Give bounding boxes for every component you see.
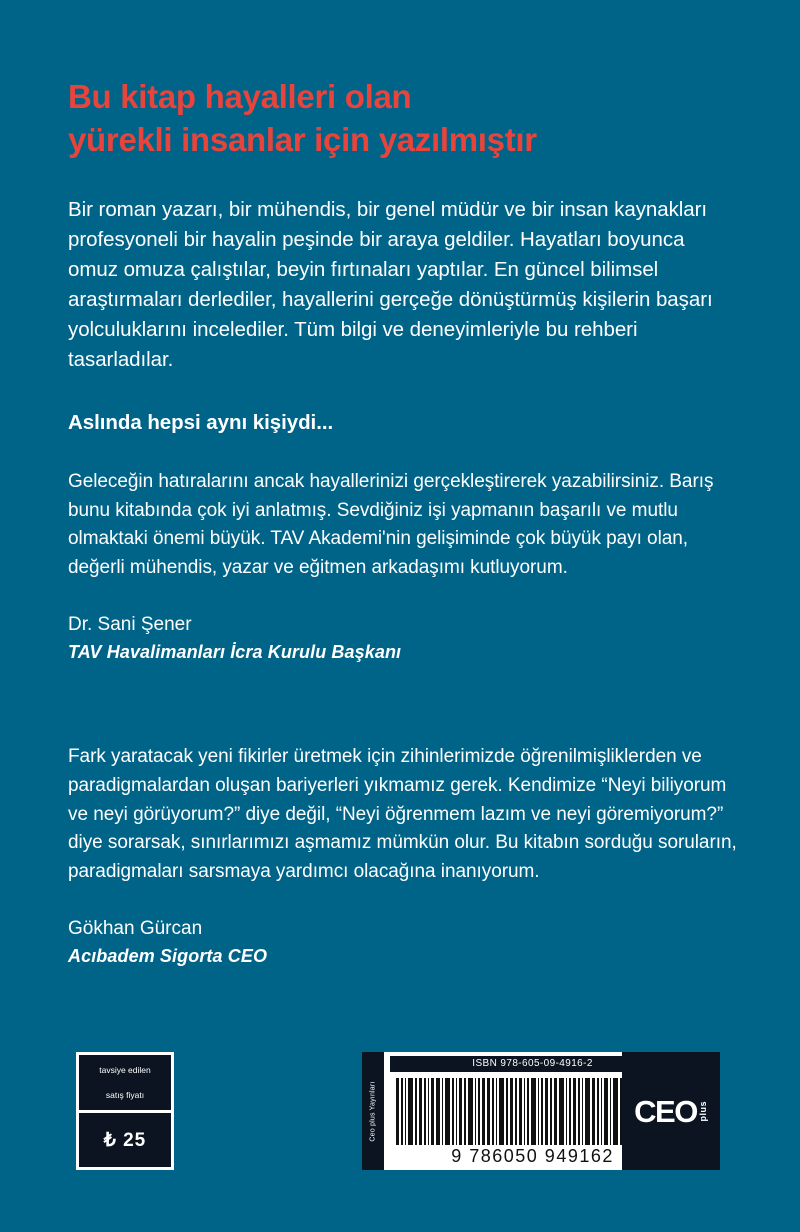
barcode-bar	[506, 1078, 508, 1145]
testimonial-1-role: TAV Havalimanları İcra Kurulu Başkanı	[68, 641, 402, 662]
barcode-bar	[524, 1078, 526, 1145]
barcode-bar	[475, 1078, 477, 1145]
page-title	[68, 76, 738, 162]
barcode-bar	[442, 1078, 444, 1145]
barcode-bar	[401, 1078, 403, 1145]
headline-line-2: yürekli insanlar için yazılmıştır	[68, 120, 537, 158]
barcode-side-label-text: Ceo plus Yayınları	[369, 1080, 377, 1142]
barcode-bar	[573, 1078, 576, 1145]
barcode-bar	[431, 1078, 434, 1145]
spacer	[68, 438, 738, 468]
spacer	[68, 887, 738, 915]
barcode-bar	[519, 1078, 522, 1145]
cover-content	[68, 76, 738, 969]
spacer	[68, 665, 738, 743]
barcode-bar	[456, 1078, 458, 1145]
barcode-bar	[592, 1078, 595, 1145]
price-caption-line-1: tavsiye edilen	[99, 1065, 151, 1076]
barcode-bar	[559, 1078, 564, 1145]
spacer	[68, 583, 738, 611]
barcode-bar	[597, 1078, 599, 1145]
barcode-bar	[545, 1078, 548, 1145]
barcode-bar	[468, 1078, 473, 1145]
barcode-bar	[604, 1078, 607, 1145]
ean-digits: 9 786050 949162	[451, 1146, 614, 1166]
testimonial-2-role: Acıbadem Sigorta CEO	[68, 945, 268, 966]
publisher-logo	[622, 1052, 720, 1170]
barcode-bar	[459, 1078, 462, 1145]
price-box	[76, 1052, 174, 1170]
testimonial-2-attribution	[68, 915, 738, 969]
barcode-bar	[569, 1078, 571, 1145]
barcode-bar	[428, 1078, 430, 1145]
barcode-bar	[436, 1078, 439, 1145]
barcode-bar	[538, 1078, 540, 1145]
barcode-bar	[531, 1078, 536, 1145]
barcode-bar	[601, 1078, 603, 1145]
barcode-bar	[527, 1078, 529, 1145]
barcode-bar	[405, 1078, 407, 1145]
barcode-bar	[464, 1078, 466, 1145]
testimonial-1-name: Dr. Sani Şener	[68, 614, 192, 636]
price-caption	[79, 1055, 171, 1113]
barcode-bar	[424, 1078, 426, 1145]
barcode-bar	[554, 1078, 557, 1145]
barcode-bar	[396, 1078, 399, 1145]
barcode-bar	[541, 1078, 543, 1145]
testimonial-2-quote: Fark yaratacak yeni fikirler üretmek için zihinlerimizde öğrenilmişliklerden ve paradigmalardan oluşan bariyerleri yıkmamız gerek. Kendimize “Neyi biliyorum ve neyi görüyorum?” diye değil, “Neyi öğrenmem lazım ve neyi göremiyorum?” diye sorarsak, sınırlarımızı aşmamız mümkün olur. Bu kitabın sorduğu soruların, paradigmaları sarsmaya yardımcı olacağına inanıyorum.	[68, 745, 737, 883]
barcode-bar	[445, 1078, 450, 1145]
barcode-bar	[550, 1078, 552, 1145]
barcode-bar	[487, 1078, 490, 1145]
barcode-bar	[496, 1078, 498, 1145]
barcode-bar	[482, 1078, 485, 1145]
barcode-bar	[408, 1078, 413, 1145]
isbn-barcode-block	[362, 1052, 614, 1170]
barcode-bar	[492, 1078, 494, 1145]
barcode-bar	[610, 1078, 612, 1145]
publisher-logo-suffix: plus	[697, 1100, 708, 1122]
testimonial-1-quote: Geleceğin hatıralarını ancak hayallerinizi gerçekleştirerek yazabilirsiniz. Barış bunu kitabında çok iyi anlatmış. Sevdiğiniz işi yapmanın başarılı ve mutlu olmaktaki önemi büyük. TAV Akademi'nin gelişiminde çok büyük payı olan, değerli mühendis, yazar ve eğitmen arkadaşımı kutluyorum.	[68, 470, 714, 579]
price-amount-text: ₺ 25	[103, 1129, 147, 1151]
testimonial-1-attribution	[68, 611, 738, 665]
lead-line: Aslında hepsi aynı kişiydi...	[68, 410, 334, 434]
isbn-text: ISBN 978-605-09-4916-2	[390, 1056, 675, 1072]
barcode-bar	[613, 1078, 618, 1145]
barcode-bar	[419, 1078, 422, 1145]
price-caption-text	[91, 1064, 159, 1100]
headline-line-1: Bu kitap hayalleri olan	[68, 78, 412, 115]
barcode-bar	[510, 1078, 513, 1145]
intro-paragraph: Bir roman yazarı, bir mühendis, bir genel müdür ve bir insan kaynakları profesyoneli bir hayalin peşinde bir araya geldiler. Hayatları boyunca omuz omuza çalıştılar, beyin fırtınaları yaptılar. En güncel bilimsel araştırmaları derlediler, hayallerini gerçeğe dönüştürmüş kişilerin başarı yolculuklarını incelediler. Tüm bilgi ve deneyimleriyle bu rehberi tasarladılar.	[68, 197, 713, 372]
price-amount	[79, 1113, 171, 1167]
cover-bottom-strip	[0, 1052, 800, 1174]
price-caption-line-2: satış fiyatı	[105, 1089, 145, 1100]
testimonial-2-name: Gökhan Gürcan	[68, 918, 203, 940]
barcode-bar	[452, 1078, 454, 1145]
barcode-bar	[478, 1078, 480, 1145]
barcode-bar	[566, 1078, 568, 1145]
publisher-logo-inner	[634, 1093, 708, 1129]
barcode-bar	[515, 1078, 517, 1145]
barcode-bar	[578, 1078, 580, 1145]
barcode-side-label	[362, 1052, 384, 1170]
barcode-bar	[585, 1078, 590, 1145]
barcode-bar	[582, 1078, 584, 1145]
barcode-bar	[415, 1078, 417, 1145]
barcode-bar	[499, 1078, 504, 1145]
publisher-logo-text: CEO	[634, 1093, 697, 1129]
